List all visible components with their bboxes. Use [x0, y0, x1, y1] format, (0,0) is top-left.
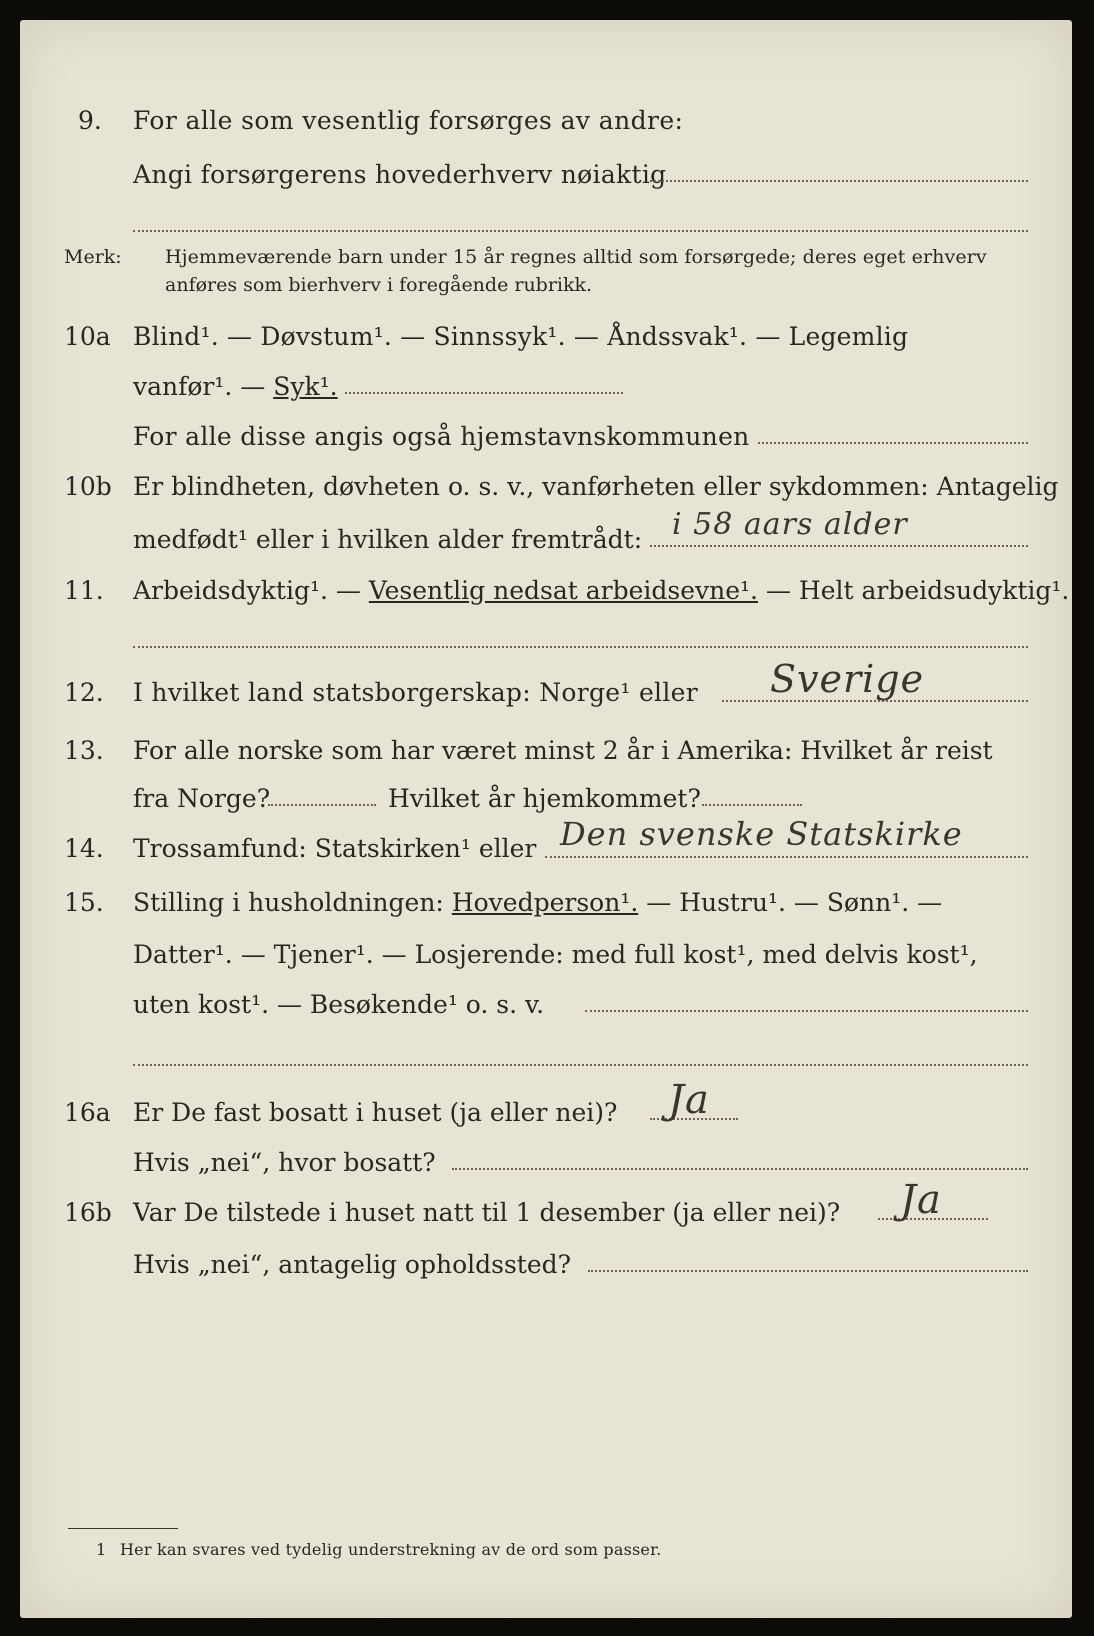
question-14-handwritten-answer: Den svenske Statskirke	[560, 815, 963, 853]
question-11-helt-udyktig: — Helt arbeidsudyktig¹.	[758, 576, 1070, 605]
question-13-hjemkommet: Hvilket år hjemkommet?	[388, 784, 701, 813]
question-16a-bosatt-line	[452, 1168, 1028, 1170]
question-9-answer-line-2	[133, 230, 1028, 232]
merk-label: Merk:	[64, 246, 122, 268]
question-10a-line-1: Blind¹. — Døvstum¹. — Sinnssyk¹. — Åndssvak¹. — Legemlig	[133, 322, 909, 351]
question-9-line-1: For alle som vesentlig forsørges av andre:	[133, 106, 684, 135]
question-16b-handwritten-answer: Ja	[900, 1177, 942, 1223]
question-15-hustru-sonn: — Hustru¹. — Sønn¹. —	[638, 888, 943, 917]
question-16a-number: 16a	[64, 1098, 111, 1127]
question-14-text: Trossamfund: Statskirken¹ eller	[133, 834, 537, 863]
question-10a-line-2	[133, 374, 338, 399]
question-15-line-1	[133, 890, 942, 915]
question-10b-answer-line	[650, 545, 1028, 547]
question-10a-vanfor: vanfør¹. —	[133, 372, 274, 401]
question-10b-line-1: Er blindheten, døvheten o. s. v., vanførheten eller sykdommen: Antagelig	[133, 472, 1059, 501]
question-10b-number: 10b	[64, 472, 112, 501]
question-15-number: 15.	[64, 888, 104, 917]
question-13-fra-norge: fra Norge?	[133, 784, 271, 813]
question-11-text	[133, 578, 1069, 603]
question-10a-line-3: For alle disse angis også hjemstavnskommunen	[133, 422, 750, 451]
question-9-answer-line	[650, 180, 1028, 182]
question-10a-syk-underlined: Syk¹.	[273, 372, 338, 401]
question-16b-line-1: Var De tilstede i huset natt til 1 desember (ja eller nei)?	[133, 1198, 841, 1227]
question-15-line-2: Datter¹. — Tjener¹. — Losjerende: med full kost¹, med delvis kost¹,	[133, 940, 978, 969]
question-12-handwritten-answer: Sverige	[770, 657, 925, 701]
question-10a-hjemstavn-line	[758, 442, 1028, 444]
question-15-hovedperson-underlined: Hovedperson¹.	[451, 888, 639, 917]
merk-line-1: Hjemmeværende barn under 15 år regnes alltid som forsørgede; deres eget erhverv	[165, 246, 987, 268]
question-13-hjemkommet-line	[702, 804, 802, 806]
question-9-line-2: Angi forsørgerens hovederhverv nøiaktig	[133, 160, 667, 189]
question-15-answer-line	[585, 1010, 1028, 1012]
merk-line-2: anføres som bierhverv i foregående rubrikk.	[165, 274, 593, 296]
question-15-answer-line-2	[133, 1064, 1028, 1066]
question-10a-answer-line	[345, 392, 623, 394]
footnote-mark: 1	[96, 1540, 107, 1559]
question-14-answer-line	[545, 856, 1028, 858]
question-13-reist-line	[268, 804, 376, 806]
question-16b-opholdssted-line	[588, 1270, 1028, 1272]
question-11-number: 11.	[64, 576, 104, 605]
question-11-answer-line	[133, 646, 1028, 648]
question-16a-line-2: Hvis „nei“, hvor bosatt?	[133, 1148, 436, 1177]
question-12-number: 12.	[64, 678, 104, 707]
question-12-text: I hvilket land statsborgerskap: Norge¹ eller	[133, 678, 698, 707]
question-15-stilling: Stilling i husholdningen:	[133, 888, 452, 917]
question-13-number: 13.	[64, 736, 104, 765]
question-11-vesentlig-underlined: Vesentlig nedsat arbeidsevne¹.	[368, 576, 758, 605]
question-16b-number: 16b	[64, 1198, 112, 1227]
question-10b-handwritten-answer: i 58 aars alder	[672, 507, 908, 542]
question-10b-line-2: medfødt¹ eller i hvilken alder fremtrådt:	[133, 525, 643, 554]
question-16a-handwritten-answer: Ja	[668, 1077, 710, 1123]
question-13-line-1: For alle norske som har været minst 2 år i Amerika: Hvilket år reist	[133, 736, 993, 765]
question-15-line-3: uten kost¹. — Besøkende¹ o. s. v.	[133, 990, 545, 1019]
footnote-rule	[68, 1528, 178, 1529]
question-11-arbeidsdyktig: Arbeidsdyktig¹. —	[133, 576, 369, 605]
question-16b-line-2: Hvis „nei“, antagelig opholdssted?	[133, 1250, 572, 1279]
question-14-number: 14.	[64, 834, 104, 863]
footnote-text: Her kan svares ved tydelig understrekning av de ord som passer.	[120, 1540, 662, 1559]
question-10a-number: 10a	[64, 322, 111, 351]
question-16a-line-1: Er De fast bosatt i huset (ja eller nei)?	[133, 1098, 618, 1127]
question-9-number: 9.	[78, 106, 102, 135]
